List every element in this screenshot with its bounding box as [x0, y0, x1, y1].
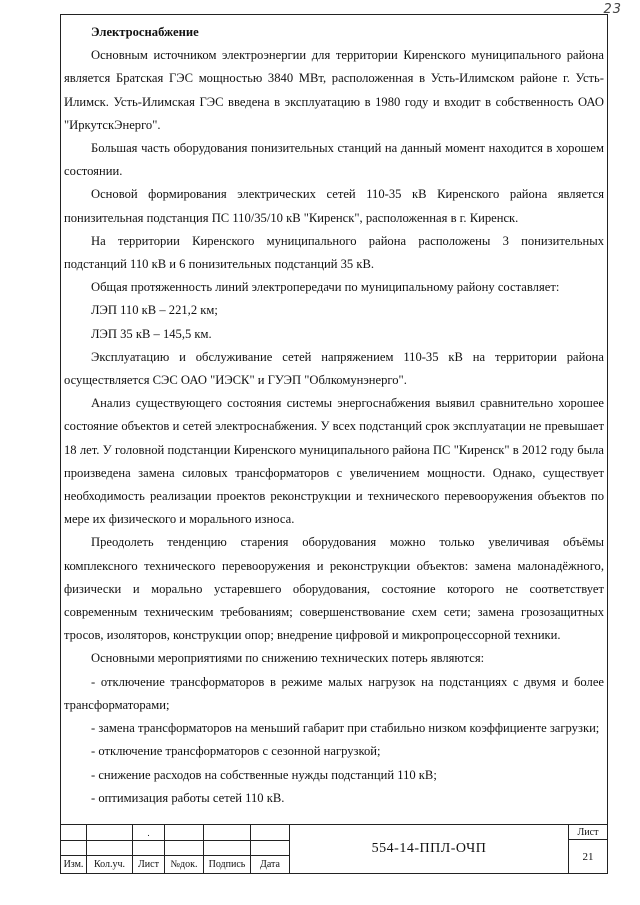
paragraph: Основой формирования электрических сетей 110-35 кВ Киренского района является понизительная подстанция ПС 110/35/10 кВ "Киренск", расположенная в г. Киренск.	[64, 187, 604, 225]
stamp-label-koluch: Кол.уч.	[87, 856, 133, 873]
stamp-label-podpis: Подпись	[204, 856, 251, 873]
document-code: 554-14-ППЛ-ОЧП	[290, 825, 569, 873]
paragraph: Основным источником электроэнергии для территории Киренского муниципального района является Братская ГЭС мощностью 3840 МВт, расположенная в Усть-Илимском районе г. Усть-Илимск. Усть-Илимская ГЭС введена в эксплуатацию в 1980 году и входит в собственность ОАО "ИркутскЭнерго".	[64, 48, 604, 132]
stamp-label-data: Дата	[251, 856, 290, 873]
stamp-cell	[204, 841, 251, 856]
paragraph: ЛЭП 35 кВ – 145,5 км.	[91, 326, 212, 341]
stamp-cell	[251, 825, 290, 841]
stamp-label-izm: Изм.	[61, 856, 87, 873]
document-body	[61, 15, 607, 810]
stamp-cell	[165, 825, 204, 841]
paragraph: Большая часть оборудования понизительных станций на данный момент находится в хорошем состоянии.	[64, 141, 604, 179]
paragraph: Преодолеть тенденцию старения оборудования можно только увеличивая объёмы комплексного технического перевооружения и реконструкции объектов: замена малонадёжного, физически и морально устаревшего оборудования, состояние которого не соответствует современным техническим требованиям; совершенствование схем сети; замена грозозащитных тросов, изоляторов, конструкции опор; внедрение цифровой и микропроцессорной техники.	[64, 535, 604, 643]
sheet-number: 21	[582, 850, 594, 863]
title-block	[61, 824, 607, 873]
paragraph: Эксплуатацию и обслуживание сетей напряжением 110-35 кВ на территории района осуществляется СЭС ОАО "ИЭСК" и ГУЭП "Облкомунэнерго".	[64, 349, 604, 388]
stamp-cell	[87, 841, 133, 856]
list-item: - отключение трансформаторов с сезонной нагрузкой;	[91, 744, 381, 759]
stamp-cell	[133, 841, 165, 856]
stamp-cell	[251, 841, 290, 856]
paragraph: Основными мероприятиями по снижению технических потерь являются:	[91, 651, 485, 666]
list-item: - снижение расходов на собственные нужды подстанций 110 кВ;	[91, 767, 437, 782]
paragraph: ЛЭП 110 кВ – 221,2 км;	[91, 303, 218, 318]
stamp-cell	[61, 841, 87, 856]
stamp-label-ndok: №док.	[165, 856, 204, 873]
handwritten-page-number: 23	[603, 2, 622, 17]
paragraph: Анализ существующего состояния системы энергоснабжения выявил сравнительно хорошее состояние объектов и сетей электроснабжения. У всех подстанций срок эксплуатации не превышает 18 лет. У головной подстанции Киренского муниципального района ПС "Киренск" в 2012 году была произведена замена силовых трансформаторов с увеличением мощности. Однако, существует необходимость реализации проектов реконструкции и технического перевооружения объектов по мере их физического и морального износа.	[64, 396, 604, 527]
section-heading: Электроснабжение	[91, 25, 199, 39]
paragraph: На территории Киренского муниципального района расположены 3 понизительных подстанций 110 кВ и 6 понизительных подстанций 35 кВ.	[64, 233, 604, 272]
stamp-cell-mark: .	[133, 825, 165, 841]
stamp-cell	[87, 825, 133, 841]
list-item: - замена трансформаторов на меньший габарит при стабильно низком коэффициенте загрузки;	[91, 721, 600, 736]
stamp-cell	[61, 825, 87, 841]
stamp-cell	[165, 841, 204, 856]
list-item: - оптимизация работы сетей 110 кВ.	[91, 790, 285, 805]
stamp-cell	[204, 825, 251, 841]
sheet-label: Лист	[569, 825, 607, 840]
paragraph: Общая протяженность линий электропередачи по муниципальному району составляет:	[91, 280, 560, 295]
document-frame	[60, 14, 608, 874]
stamp-label-list: Лист	[133, 856, 165, 873]
list-item: - отключение трансформаторов в режиме малых нагрузок на подстанциях с двумя и более трансформаторами;	[64, 674, 604, 712]
